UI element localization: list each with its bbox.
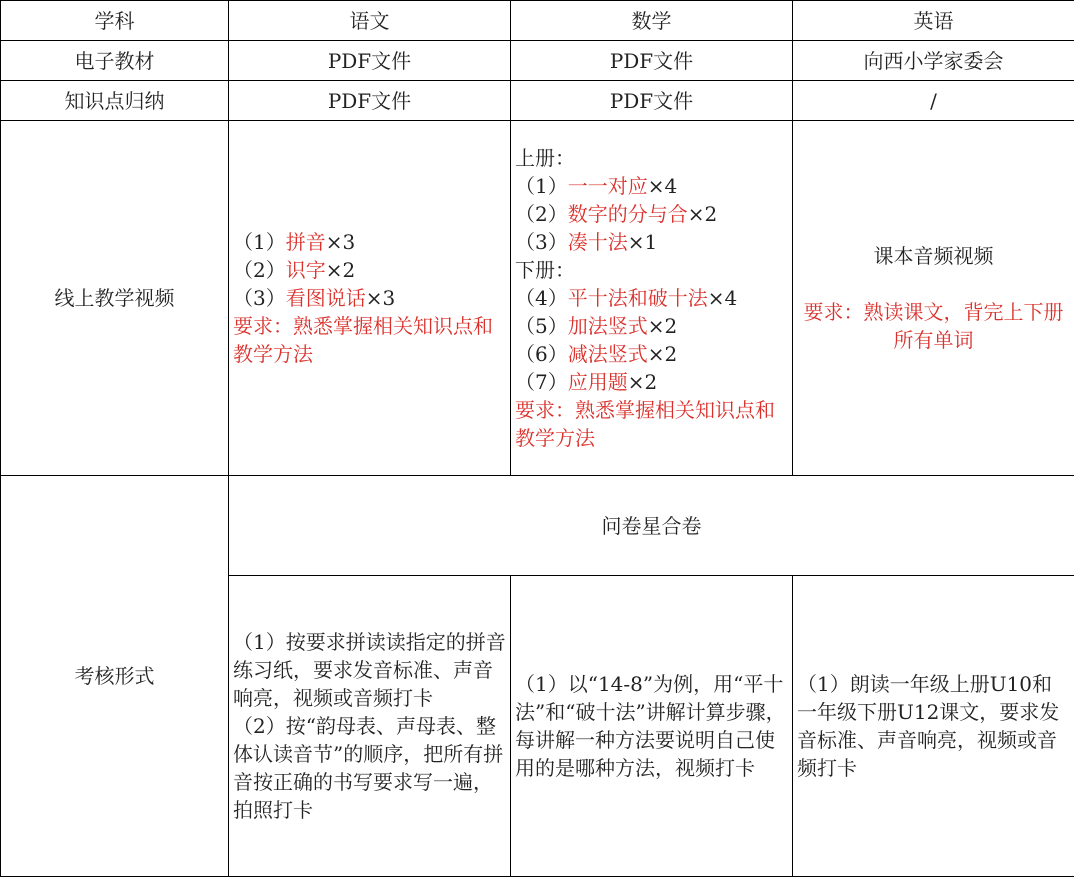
math-video-item: （7）应用题×2 (515, 370, 658, 394)
chinese-video-item: （2）识字×2 (233, 258, 356, 282)
english-video-spacer (797, 270, 1070, 298)
math-video-item: （2）数字的分与合×2 (515, 202, 718, 226)
header-chinese: 语文 (229, 1, 511, 41)
header-subject: 学科 (1, 1, 229, 41)
ebook-row (1, 41, 1074, 81)
exam-chinese-part2: （2）按“韵母表、声母表、整体认读音节”的顺序，把所有拼音按正确的书写要求写一遍，拍照打卡 (233, 714, 504, 822)
exam-chinese (229, 576, 511, 877)
math-video-item: （1）一一对应×4 (515, 174, 678, 198)
exam-chinese-part1: （1）按要求拼读读指定的拼音练习纸，要求发音标准、声音响亮，视频或音频打卡 (233, 630, 506, 710)
knowledge-label: 知识点归纳 (1, 81, 229, 121)
ebook-math: PDF文件 (511, 41, 793, 81)
exam-merged-cell: 问卷星合卷 (229, 476, 1074, 576)
knowledge-row (1, 81, 1074, 121)
knowledge-math: PDF文件 (511, 81, 793, 121)
video-row (1, 121, 1074, 476)
ebook-chinese: PDF文件 (229, 41, 511, 81)
video-chinese-cell (229, 121, 511, 476)
chinese-video-requirement: 要求：熟悉掌握相关知识点和教学方法 (233, 314, 493, 366)
math-video-item: （6）减法竖式×2 (515, 342, 678, 366)
video-label: 线上教学视频 (1, 121, 229, 476)
video-math-cell (511, 121, 793, 476)
ebook-english: 向西小学家委会 (793, 41, 1074, 81)
header-english: 英语 (793, 1, 1074, 41)
exam-label: 考核形式 (1, 476, 229, 877)
chinese-video-item: （3）看图说话×3 (233, 286, 396, 310)
exam-merged-row (1, 476, 1074, 576)
math-vol2-heading: 下册： (515, 258, 575, 282)
knowledge-chinese: PDF文件 (229, 81, 511, 121)
exam-english: （1）朗读一年级上册U10和一年级下册U12课文，要求发音标准、声音响亮，视频或音频打卡 (793, 576, 1074, 877)
exam-math: （1）以“14-8”为例，用“平十法”和“破十法”讲解计算步骤，每讲解一种方法要说明自己使用的是哪种方法，视频打卡 (511, 576, 793, 877)
header-row (1, 1, 1074, 41)
english-video-requirement: 要求：熟读课文，背完上下册所有单词 (803, 300, 1064, 352)
header-math: 数学 (511, 1, 793, 41)
math-video-requirement: 要求：熟悉掌握相关知识点和教学方法 (515, 398, 775, 450)
video-english-cell (793, 121, 1074, 476)
chinese-video-item: （1）拼音×3 (233, 230, 356, 254)
math-video-item: （5）加法竖式×2 (515, 314, 678, 338)
ebook-label: 电子教材 (1, 41, 229, 81)
english-video-title: 课本音频视频 (873, 244, 994, 268)
knowledge-english: / (793, 81, 1074, 121)
math-video-item: （4）平十法和破十法×4 (515, 286, 738, 310)
math-video-item: （3）凑十法×1 (515, 230, 658, 254)
math-vol1-heading: 上册： (515, 146, 575, 170)
